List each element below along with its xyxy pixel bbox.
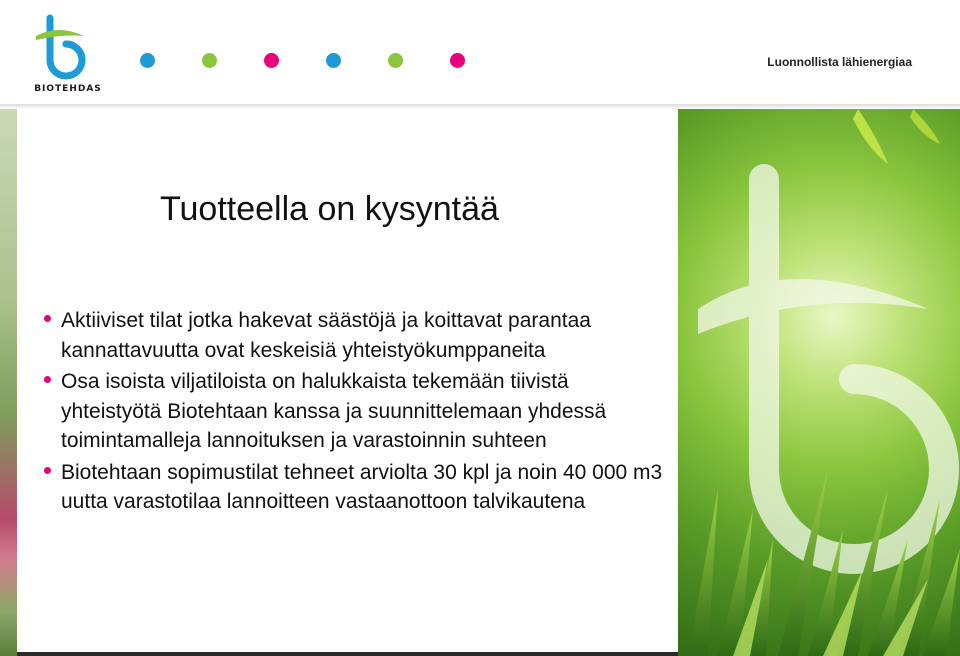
dot-3 [264,53,279,68]
dot-2 [202,53,217,68]
header [0,0,960,108]
dot-1 [140,53,155,68]
dot-6 [450,53,465,68]
dot-5 [388,53,403,68]
bottom-bar [17,652,678,656]
bullet-item-2: Osa isoista viljatiloista on halukkaista tekemään tiivistä yhteistyötä Biotehtaan kanssa ja suunnittelemaan yhdessä toimintamalleja lannoituksen ja varastoinnin suhteen [44,367,664,456]
logo-text: BIOTEHDAS [34,84,102,94]
photo-illustration [678,109,960,656]
left-photo-strip [0,109,17,656]
bullet-list [44,306,664,519]
dot-4 [326,53,341,68]
biotehdas-logo [28,14,108,102]
bullet-item-1: Aktiiviset tilat jotka hakevat säästöjä ja koittavat parantaa kannattavuutta ovat keskeisiä yhteistyökumppaneita [44,306,664,365]
nature-photo [678,109,960,656]
slide-title: Tuotteella on kysyntää [160,190,499,228]
tagline: Luonnollista lähienergiaa [767,55,912,69]
biotehdas-logo-icon [28,14,108,84]
bullet-item-3: Biotehtaan sopimustilat tehneet arviolta 30 kpl ja noin 40 000 m3 uutta varastotilaa lannoitteen vastaanottoon talvikautena [44,458,664,517]
